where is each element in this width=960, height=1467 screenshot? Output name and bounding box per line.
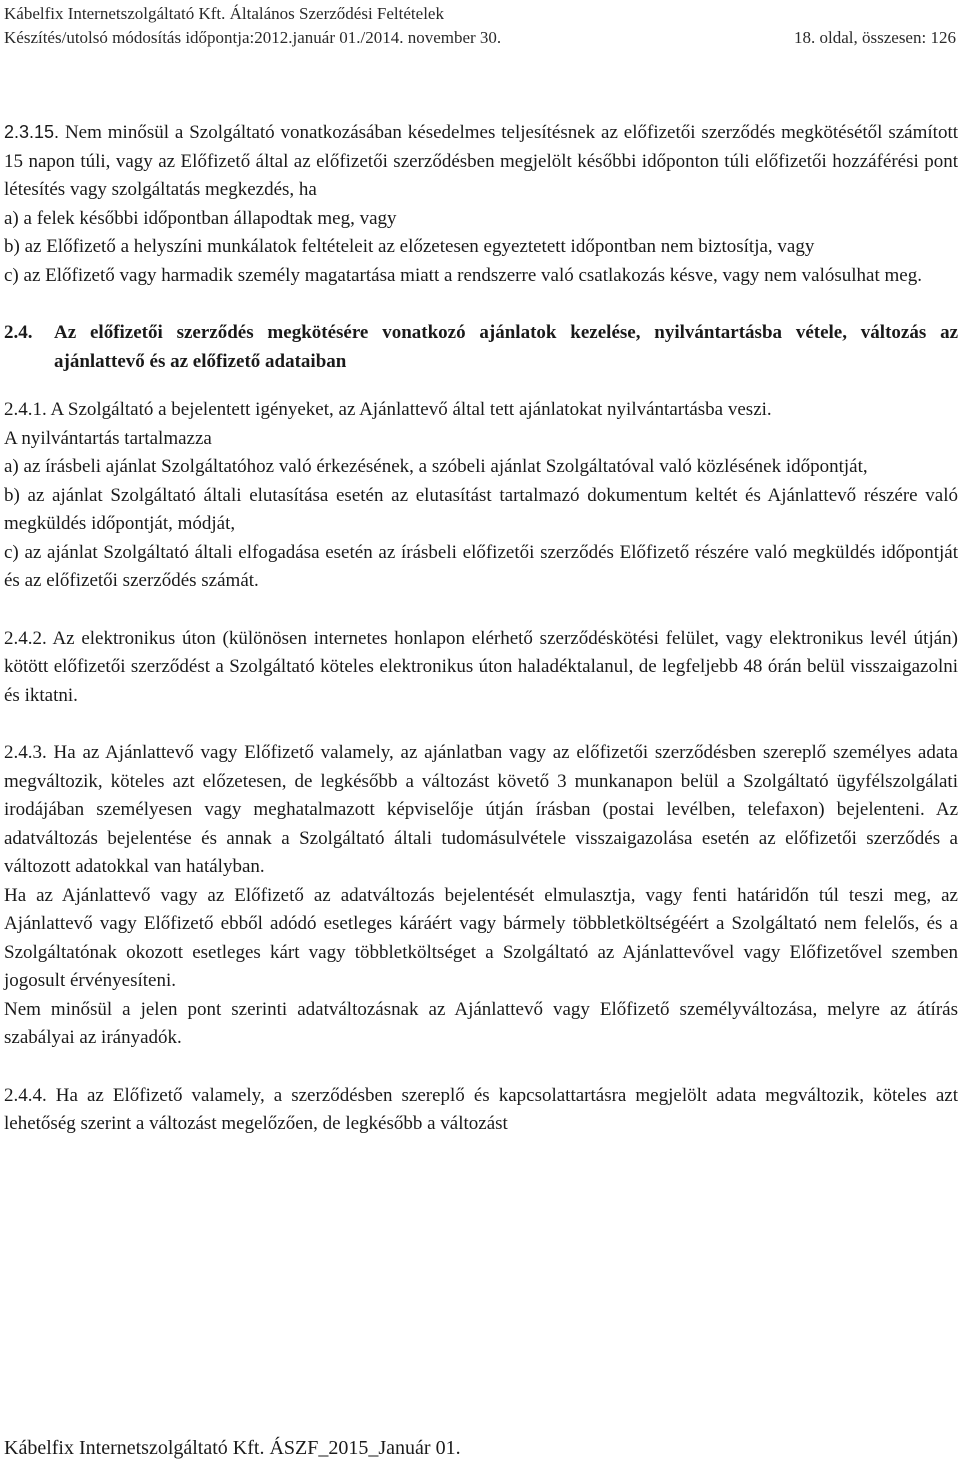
page-footer: Kábelfix Internetszolgáltató Kft. ÁSZF_2015_Január 01.: [4, 1437, 461, 1459]
paragraph-2-3-15: [4, 118, 958, 205]
page-number: 18. oldal, összesen: 126: [794, 28, 956, 47]
section-heading-title: Az előfizetői szerződés megkötésére vonatkozó ajánlatok kezelése, nyilvántartásba vétele, változás az ajánlattevő és az előfizető adataiban: [54, 322, 958, 372]
paragraph-2-3-15-text: Nem minősül a Szolgáltató vonatkozásában késedelmes teljesítésnek az előfizetői szerződés megkötésétől számított 15 napon túli, vagy az Előfizető által az előfizetői szerződésben megjelölt későbbi időponton túli előfizetői hozzáférési pont létesítés vagy szolgáltatás megkezdés, ha: [4, 122, 959, 200]
section-heading-2-4: [4, 319, 958, 376]
paragraph-2-4-1: 2.4.1. A Szolgáltató a bejelentett igényeket, az Ajánlattevő által tett ajánlatokat nyilvántartásba veszi.: [4, 399, 772, 420]
list-item-c: c) az Előfizető vagy harmadik személy magatartása miatt a rendszerre való csatlakozás késve, vagy nem valósulhat meg.: [4, 264, 922, 286]
paragraph-2-4-2: 2.4.2. Az elektronikus úton (különösen internetes honlapon elérhető szerződéskötési felület, vagy elektronikus levél útján) kötött előfizetői szerződést a Szolgáltató köteles elektronikus úton haladéktalanul, de legfeljebb 48 órán belül visszaigazolni és iktatni.: [4, 627, 958, 706]
section-heading-number: 2.4.: [4, 322, 33, 343]
paragraph-2-4-1-intro: A nyilvántartás tartalmazza: [4, 427, 212, 449]
paragraph-2-4-3-third: Nem minősül a jelen pont szerinti adatváltozásnak az Ajánlattevő vagy Előfizető személyváltozása, melyre az átírás szabályai az irányadók.: [4, 998, 958, 1048]
header-date: Készítés/utolsó módosítás időpontja:2012.január 01./2014. november 30.: [4, 28, 502, 47]
list-item-a: a) az írásbeli ajánlat Szolgáltatóhoz való érkezésének, a szóbeli ajánlat Szolgáltatóval való közlésének időpontját,: [4, 456, 868, 477]
list-item-b: b) az Előfizető a helyszíni munkálatok feltételeit az előzetesen egyeztetett időpontban nem biztosítja, vagy: [4, 236, 815, 257]
paragraph-2-4-4: 2.4.4. Ha az Előfizető valamely, a szerződésben szereplő és kapcsolattartásra megjelölt adata megváltozik, köteles azt lehetőség szerint a változást megelőzően, de legkésőbb a változást: [4, 1084, 958, 1134]
list-item-c: c) az ajánlat Szolgáltató általi elfogadása esetén az írásbeli előfizetői szerződés Előfizető részére való megküldés időpontját és az előfizetői szerződés számát.: [4, 541, 958, 591]
section-number-2-3-15: 2.3.15.: [4, 122, 60, 142]
paragraph-2-4-3: 2.4.3. Ha az Ajánlattevő vagy Előfizető valamely, az ajánlatban vagy az előfizetői szerződésben szereplő személyes adata megváltozik, köteles azt előzetesen, de legkésőbb a változást követő 3 munkanapon belül a Szolgáltató ügyfélszolgálati irodájában személyesen vagy meghatalmazott képviselője útján írásban (postai levélben, telefaxon) bejelenteni. Az adatváltozás bejelentése és annak a Szolgáltató általi tudomásulvétele visszaigazolása esetén az előfizetői szerződés a változott adatokkal van hatályban.: [4, 742, 958, 877]
paragraph-2-4-3-second: Ha az Ajánlattevő vagy az Előfizető az adatváltozás bejelentését elmulasztja, vagy fenti határidőn túl teszi meg, az Ajánlattevő vagy Előfizető ebből adódó esetleges káráért vagy bármely többletköltségéért a Szolgáltató nem felelős, és a Szolgáltatónak okozott esetleges kárt vagy többletköltséget a Szolgáltató az Ajánlattevővel vagy Előfizetővel szemben jogosult érvényesíteni.: [4, 884, 958, 991]
list-item-a: a) a felek későbbi időpontban állapodtak meg, vagy: [4, 207, 397, 229]
header-date-line: [4, 28, 956, 48]
header-company-title: Kábelfix Internetszolgáltató Kft. Általános Szerződési Feltételek: [4, 4, 444, 23]
list-item-b: b) az ajánlat Szolgáltató általi elutasítása esetén az elutasítást tartalmazó dokumentum keltét és Ajánlattevő részére való megküldés időpontját, módját,: [4, 484, 958, 534]
document-body: [4, 118, 958, 1139]
